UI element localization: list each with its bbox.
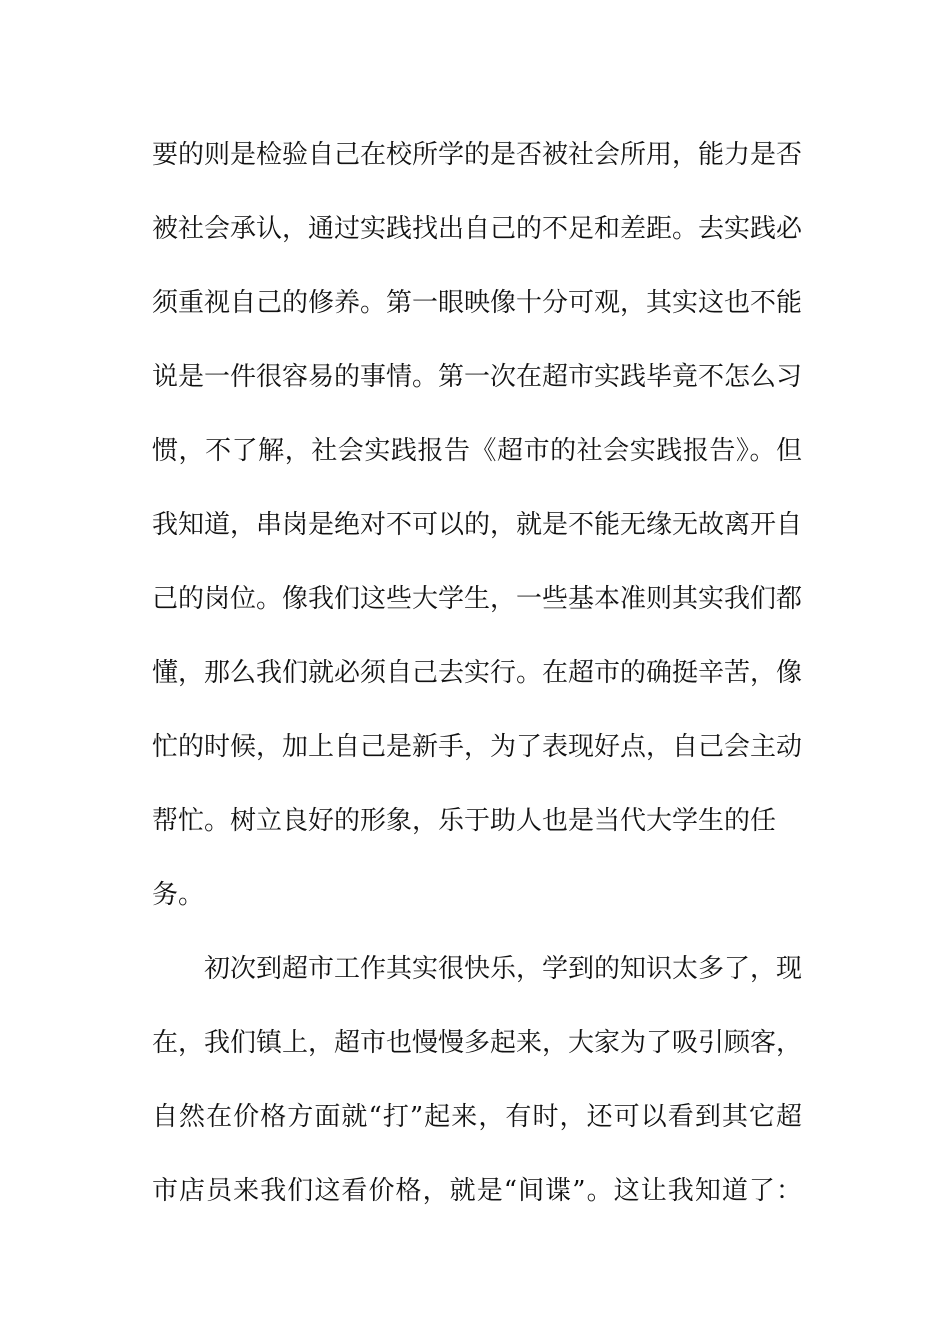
text-line: 要的则是检验自己在校所学的是否被社会所用，能力是否 <box>152 140 803 170</box>
text-line: 己的岗位。像我们这些大学生，一些基本准则其实我们都 <box>152 584 803 614</box>
text-line: 务。 <box>152 880 205 910</box>
text-line: 市店员来我们这看价格，就是“间谍”。这让我知道了： <box>152 1176 802 1206</box>
text-line: 须重视自己的修养。第一眼映像十分可观，其实这也不能 <box>152 288 803 318</box>
text-line: 懂，那么我们就必须自己去实行。在超市的确挺辛苦，像 <box>152 658 803 688</box>
text-line: 在，我们镇上，超市也慢慢多起来，大家为了吸引顾客， <box>152 1028 803 1058</box>
text-line: 说是一件很容易的事情。第一次在超市实践毕竟不怎么习 <box>152 362 803 392</box>
body-text <box>152 126 802 1236</box>
text-line: 我知道，串岗是绝对不可以的，就是不能无缘无故离开自 <box>152 510 803 540</box>
text-line: 自然在价格方面就“打”起来，有时，还可以看到其它超 <box>152 1102 802 1132</box>
text-line: 被社会承认，通过实践找出自己的不足和差距。去实践必 <box>152 214 803 244</box>
text-line: 帮忙。树立良好的形象，乐于助人也是当代大学生的任 <box>152 806 777 836</box>
text-line: 惯，不了解，社会实践报告《超市的社会实践报告》。但 <box>152 436 802 466</box>
paragraph-first-line: 初次到超市工作其实很快乐，学到的知识太多了，现 <box>204 954 803 984</box>
text-line: 忙的时候，加上自己是新手，为了表现好点，自己会主动 <box>152 732 803 762</box>
